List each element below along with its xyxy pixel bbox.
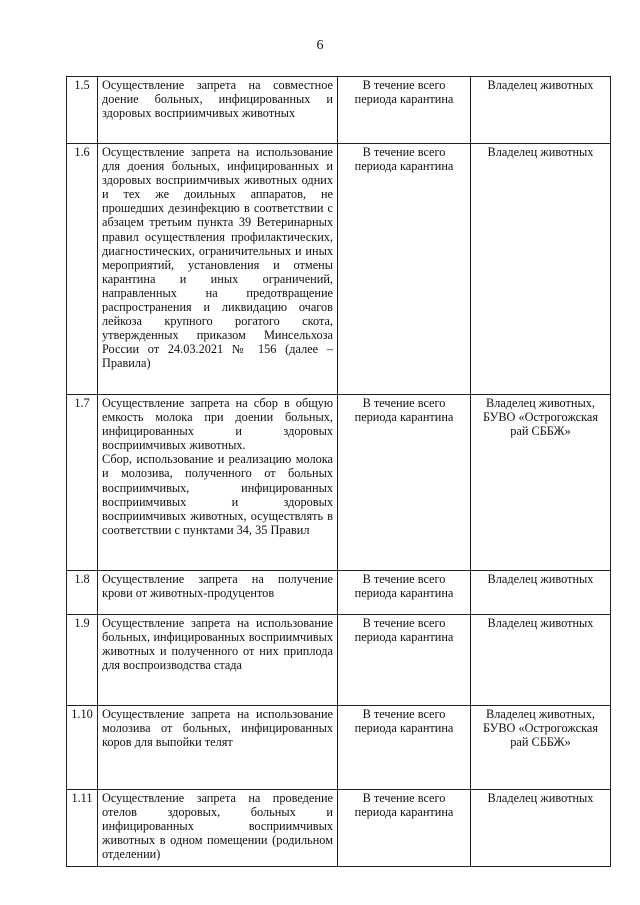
row-number: 1.9: [67, 615, 98, 706]
measure-cell: [98, 144, 338, 395]
row-number: 1.6: [67, 144, 98, 395]
term-cell: В течение всего периода карантина: [338, 395, 471, 571]
responsible-cell: Владелец животных, БУВО «Острогожская рай СББЖ»: [471, 395, 611, 571]
table-row: [67, 571, 611, 615]
measure-cell: [98, 395, 338, 571]
row-number: 1.5: [67, 77, 98, 144]
row-number: 1.7: [67, 395, 98, 571]
measure-cell: [98, 790, 338, 867]
term-cell: В течение всего периода карантина: [338, 615, 471, 706]
measure-text: Осуществление запрета на использование молозива от больных, инфицированных коров для выпойки телят: [102, 707, 333, 750]
responsible-cell: Владелец животных: [471, 77, 611, 144]
term-cell: В течение всего периода карантина: [338, 790, 471, 867]
row-number: 1.8: [67, 571, 98, 615]
measure-text: Осуществление запрета на совместное доение больных, инфицированных и здоровых восприимчивых животных: [102, 78, 333, 121]
table-row: [67, 77, 611, 144]
measure-cell: [98, 77, 338, 144]
measure-cell: [98, 571, 338, 615]
responsible-cell: Владелец животных: [471, 790, 611, 867]
term-cell: В течение всего периода карантина: [338, 571, 471, 615]
table-row: [67, 706, 611, 790]
measure-text: Осуществление запрета на использование больных, инфицированных восприимчивых животных и полученного от них приплода для воспроизводства стада: [102, 616, 333, 673]
responsible-cell: Владелец животных: [471, 571, 611, 615]
measure-text: Осуществление запрета на сбор в общую емкость молока при доении больных, инфицированных и здоровых восприимчивых животных.: [102, 396, 333, 453]
page-number: 6: [316, 38, 324, 53]
term-cell: В течение всего периода карантина: [338, 706, 471, 790]
term-cell: В течение всего периода карантина: [338, 77, 471, 144]
table-row: [67, 790, 611, 867]
measure-cell: [98, 615, 338, 706]
responsible-cell: Владелец животных: [471, 144, 611, 395]
measure-cell: [98, 706, 338, 790]
term-cell: В течение всего периода карантина: [338, 144, 471, 395]
row-number: 1.10: [67, 706, 98, 790]
responsible-cell: Владелец животных: [471, 615, 611, 706]
measure-text: Осуществление запрета на проведение отелов здоровых, больных и инфицированных восприимчивых животных в одном помещении (родильном отделении): [102, 791, 333, 862]
measure-text: Осуществление запрета на использование для доения больных, инфицированных и здоровых восприимчивых животных одних и тех же доильных аппаратов, не прошедших дезинфекцию в соответствии с абзацем третьим пункта 39 Ветеринарных правил осуществления профилактических, диагностических, ограничительных и иных мероприятий, установления и отмены карантина и иных ограничений, направленных на предотвращение распространения и ликвидацию очагов лейкоза крупного рогатого скота, утвержденных приказом Минсельхоза России от 24.03.2021 № 156 (далее – Правила): [102, 145, 333, 371]
measure-text: Сбор, использование и реализацию молока и молозива, полученного от больных восприимчивых, инфицированных восприимчивых и здоровых восприимчивых животных, осуществлять в соответствии с пунктами 34, 35 Правил: [102, 452, 333, 537]
table-row: [67, 615, 611, 706]
table-row: [67, 395, 611, 571]
measure-text: Осуществление запрета на получение крови от животных-продуцентов: [102, 572, 333, 601]
measures-table: [66, 76, 611, 867]
row-number: 1.11: [67, 790, 98, 867]
table-row: [67, 144, 611, 395]
responsible-cell: Владелец животных, БУВО «Острогожская рай СББЖ»: [471, 706, 611, 790]
